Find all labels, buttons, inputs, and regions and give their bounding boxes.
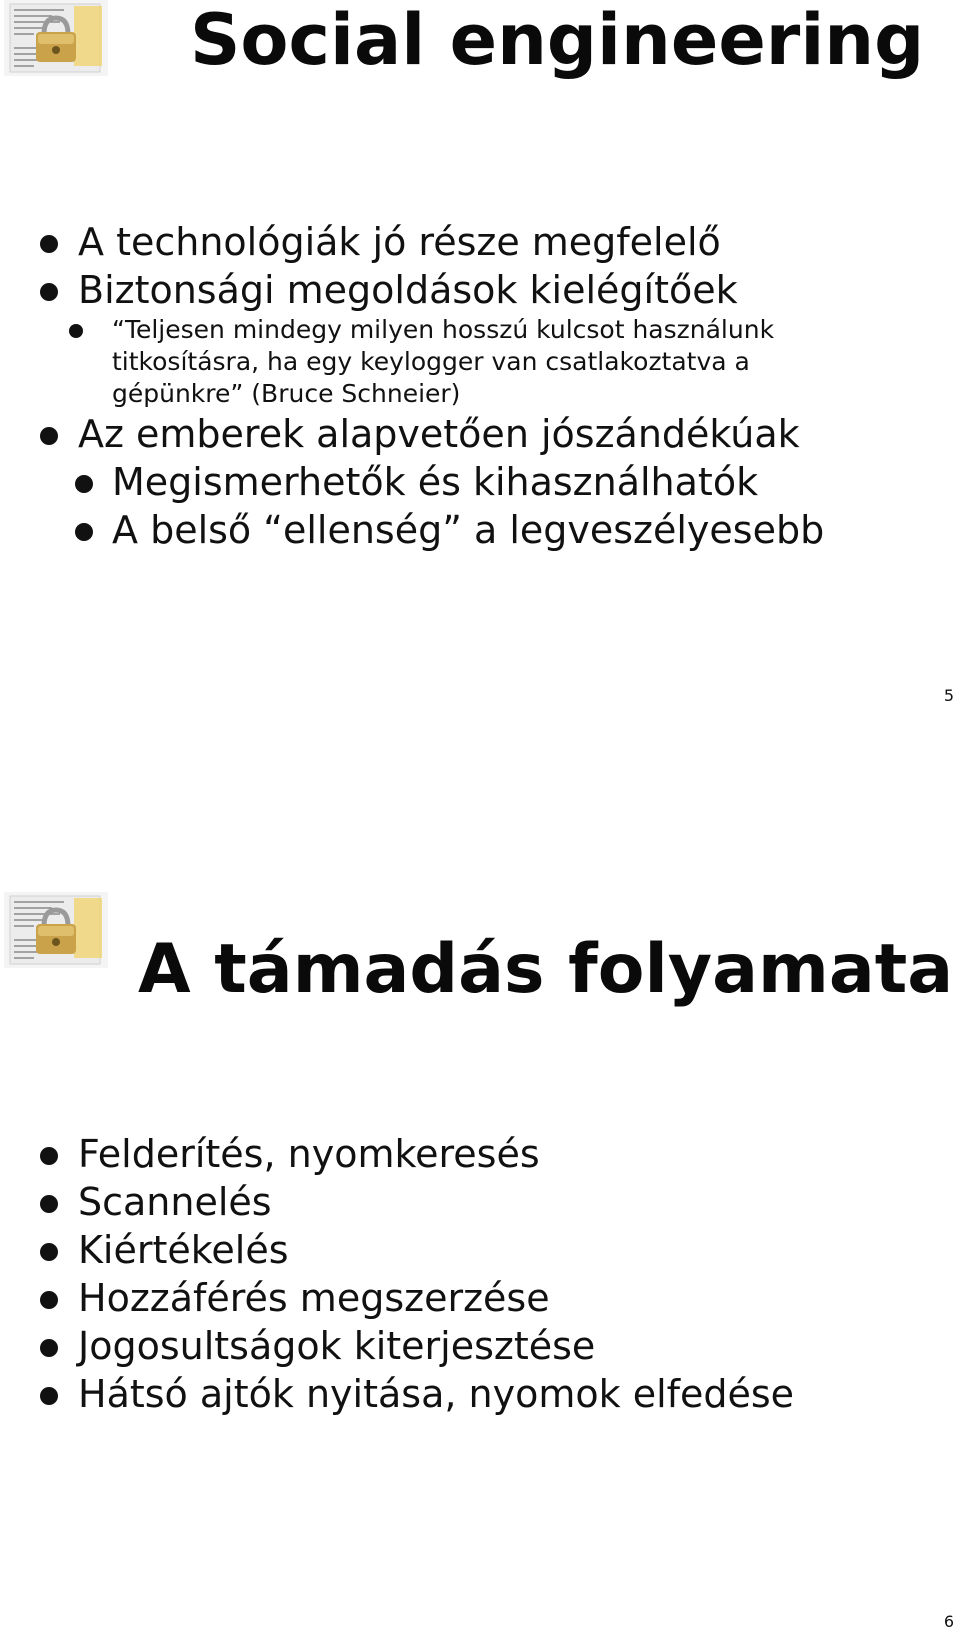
list-item-sub — [38, 458, 938, 506]
list-item-text: Kiértékelés — [78, 1228, 289, 1272]
list-item — [38, 1370, 938, 1418]
slide-title: Social engineering — [190, 0, 925, 81]
slide-title: A támadás folyamata — [138, 930, 954, 1009]
list-item-text: Megismerhetők és kihasználhatók — [112, 460, 759, 504]
bullet-dot-icon — [40, 427, 58, 445]
bullet-dot-icon — [40, 235, 58, 253]
list-item — [38, 1130, 938, 1178]
bullet-dot-icon — [40, 1243, 58, 1261]
bullet-dot-icon — [40, 1291, 58, 1309]
bullet-dot-icon — [40, 1195, 58, 1213]
list-item — [38, 218, 938, 266]
list-item-text: Hozzáférés megszerzése — [78, 1276, 550, 1320]
list-item-text: Az emberek alapvetően jószándékúak — [78, 412, 800, 456]
list-item — [38, 1274, 938, 1322]
slide-attack-process — [0, 820, 960, 1640]
bullet-dot-icon — [75, 523, 93, 541]
list-item-sub — [38, 506, 938, 554]
bullet-dot-icon — [40, 1387, 58, 1405]
list-item-text: “Teljesen mindegy milyen hosszú kulcsot használunk titkosításra, ha egy keylogger van csatlakoztatva a gépünkre” (Bruce Schneier) — [112, 315, 775, 408]
padlock-logo-icon — [4, 0, 108, 76]
list-item-text: Hátsó ajtók nyitása, nyomok elfedése — [78, 1372, 795, 1416]
page-number: 6 — [943, 1612, 954, 1631]
bullet-dot-icon — [40, 1339, 58, 1357]
list-item-text: Felderítés, nyomkeresés — [78, 1132, 540, 1176]
list-item-text: A belső “ellenség” a legveszélyesebb — [112, 508, 825, 552]
page-number: 5 — [943, 686, 954, 705]
bullet-list — [38, 218, 938, 554]
list-item-text: A technológiák jó része megfelelő — [78, 220, 721, 264]
list-item-text: Jogosultságok kiterjesztése — [78, 1324, 596, 1368]
list-item — [38, 410, 938, 458]
list-item — [38, 1226, 938, 1274]
bullet-dot-icon — [75, 475, 93, 493]
list-item-text: Scannelés — [78, 1180, 272, 1224]
bullet-list — [38, 1130, 938, 1418]
list-item — [38, 1322, 938, 1370]
bullet-dot-icon — [40, 1147, 58, 1165]
list-item-text: Biztonsági megoldások kielégítőek — [78, 268, 738, 312]
bullet-dot-icon — [40, 283, 58, 301]
list-item-quote — [38, 314, 852, 410]
list-item — [38, 266, 938, 314]
padlock-logo-icon — [4, 892, 108, 968]
list-item — [38, 1178, 938, 1226]
bullet-dot-icon — [69, 324, 83, 338]
